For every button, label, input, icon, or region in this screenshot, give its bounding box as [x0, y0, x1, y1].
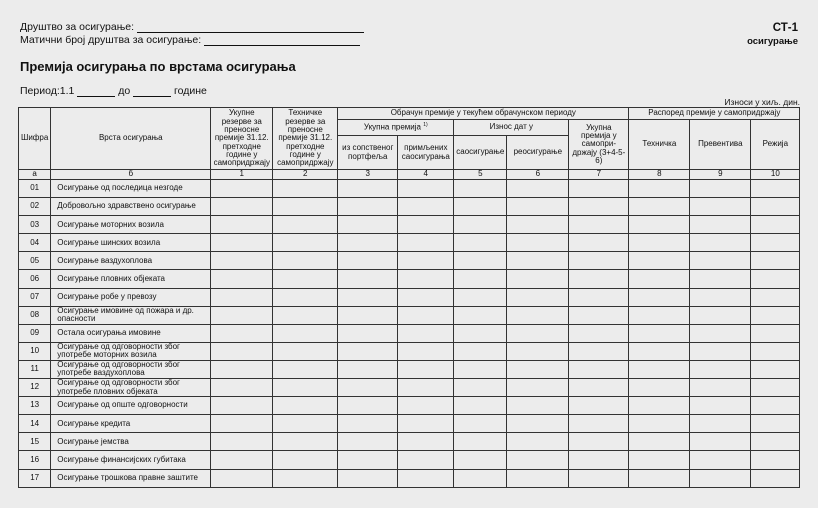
row-code: 06	[19, 270, 51, 288]
table-row	[19, 324, 800, 342]
value-cell[interactable]	[211, 216, 273, 234]
value-cell[interactable]	[507, 342, 569, 360]
value-cell[interactable]	[338, 415, 398, 433]
value-cell[interactable]	[338, 451, 398, 469]
value-cell[interactable]	[338, 360, 398, 378]
table-row	[19, 288, 800, 306]
value-cell[interactable]	[211, 360, 273, 378]
period-line	[20, 85, 207, 97]
value-cell[interactable]	[629, 180, 690, 198]
row-insurance-type: Осигурање робе у превозу	[51, 288, 211, 306]
value-cell[interactable]	[751, 433, 800, 451]
value-cell[interactable]	[507, 270, 569, 288]
row-code: 13	[19, 397, 51, 415]
value-cell[interactable]	[398, 397, 454, 415]
row-insurance-type: Осигурање јемства	[51, 433, 211, 451]
table-row	[19, 198, 800, 216]
value-cell[interactable]	[398, 342, 454, 360]
column-index-cell: 10	[751, 170, 800, 180]
value-cell[interactable]	[690, 252, 751, 270]
value-cell[interactable]	[211, 324, 273, 342]
value-cell[interactable]	[690, 415, 751, 433]
regno-line	[20, 34, 360, 46]
value-cell[interactable]	[569, 270, 629, 288]
value-cell[interactable]	[751, 397, 800, 415]
row-code: 16	[19, 451, 51, 469]
value-cell[interactable]	[751, 198, 800, 216]
column-index-cell: 4	[398, 170, 454, 180]
value-cell[interactable]	[398, 324, 454, 342]
value-cell[interactable]	[751, 324, 800, 342]
value-cell[interactable]	[211, 415, 273, 433]
value-cell[interactable]	[273, 288, 338, 306]
column-index-cell: 7	[569, 170, 629, 180]
value-cell[interactable]	[751, 234, 800, 252]
row-insurance-type: Осигурање пловних објеката	[51, 270, 211, 288]
row-code: 09	[19, 324, 51, 342]
value-cell[interactable]	[569, 252, 629, 270]
row-insurance-type: Осигурање ваздухоплова	[51, 252, 211, 270]
value-cell[interactable]	[690, 180, 751, 198]
row-code: 01	[19, 180, 51, 198]
table-row	[19, 234, 800, 252]
value-cell[interactable]	[454, 360, 507, 378]
row-insurance-type: Осигурање од опште одговорности	[51, 397, 211, 415]
period-mid: до	[118, 85, 131, 97]
value-cell[interactable]	[211, 270, 273, 288]
value-cell[interactable]	[507, 397, 569, 415]
table-row	[19, 216, 800, 234]
value-cell[interactable]	[751, 379, 800, 397]
column-index-cell: 2	[273, 170, 338, 180]
table-row	[19, 306, 800, 324]
table-row	[19, 469, 800, 487]
header-tech-reserve: Техничке резерве за преносне премије 31.12. претходне године у самопридржају	[273, 108, 338, 170]
column-index-cell: 9	[690, 170, 751, 180]
value-cell[interactable]	[338, 180, 398, 198]
row-insurance-type: Осигурање финансијских губитака	[51, 451, 211, 469]
company-label: Друштво за осигурање:	[20, 21, 134, 33]
page-title: Премија осигурања по врстама осигурања	[20, 59, 296, 74]
value-cell[interactable]	[273, 234, 338, 252]
value-cell[interactable]	[211, 306, 273, 324]
value-cell[interactable]	[629, 379, 690, 397]
value-cell[interactable]	[454, 469, 507, 487]
value-cell[interactable]	[629, 198, 690, 216]
header-received-coinsurance: примљених саосигурања	[398, 136, 454, 170]
row-insurance-type: Осигурање кредита	[51, 415, 211, 433]
value-cell[interactable]	[273, 433, 338, 451]
value-cell[interactable]	[338, 342, 398, 360]
value-cell[interactable]	[690, 270, 751, 288]
value-cell[interactable]	[507, 234, 569, 252]
value-cell[interactable]	[338, 306, 398, 324]
value-cell[interactable]	[507, 451, 569, 469]
table-row	[19, 379, 800, 397]
row-insurance-type: Остала осигурања имовине	[51, 324, 211, 342]
period-prefix: Период:1.1	[20, 85, 75, 97]
value-cell[interactable]	[454, 270, 507, 288]
value-cell[interactable]	[751, 216, 800, 234]
header-total-premium-group: Укупна премија $^{1)}$	[338, 120, 454, 136]
value-cell[interactable]	[751, 306, 800, 324]
value-cell[interactable]	[211, 433, 273, 451]
value-cell[interactable]	[454, 433, 507, 451]
value-cell[interactable]	[507, 433, 569, 451]
value-cell[interactable]	[338, 198, 398, 216]
value-cell[interactable]	[690, 198, 751, 216]
header-own-portfolio: из сопственог портфеља	[338, 136, 398, 170]
table-row	[19, 342, 800, 360]
value-cell[interactable]	[507, 198, 569, 216]
value-cell[interactable]	[569, 180, 629, 198]
form-code: СТ-1	[772, 22, 798, 34]
value-cell[interactable]	[398, 379, 454, 397]
value-cell[interactable]	[398, 198, 454, 216]
value-cell[interactable]	[751, 288, 800, 306]
value-cell[interactable]	[507, 469, 569, 487]
value-cell[interactable]	[507, 180, 569, 198]
value-cell[interactable]	[690, 360, 751, 378]
value-cell[interactable]	[273, 198, 338, 216]
value-cell[interactable]	[690, 433, 751, 451]
value-cell[interactable]	[454, 379, 507, 397]
period-from-field[interactable]	[77, 96, 115, 97]
value-cell[interactable]	[454, 415, 507, 433]
row-code: 07	[19, 288, 51, 306]
value-cell[interactable]	[507, 306, 569, 324]
value-cell[interactable]	[454, 342, 507, 360]
value-cell[interactable]	[690, 306, 751, 324]
value-cell[interactable]	[273, 360, 338, 378]
header-technical: Техничка	[629, 120, 690, 170]
value-cell[interactable]	[273, 397, 338, 415]
value-cell[interactable]	[273, 216, 338, 234]
header-reinsurance: реосигурање	[507, 136, 569, 170]
value-cell[interactable]	[629, 397, 690, 415]
table-row	[19, 270, 800, 288]
value-cell[interactable]	[507, 288, 569, 306]
value-cell[interactable]	[398, 288, 454, 306]
column-index-cell: 8	[629, 170, 690, 180]
row-code: 17	[19, 469, 51, 487]
value-cell[interactable]	[398, 234, 454, 252]
value-cell[interactable]	[338, 234, 398, 252]
value-cell[interactable]	[569, 379, 629, 397]
value-cell[interactable]	[751, 180, 800, 198]
value-cell[interactable]	[690, 288, 751, 306]
table-row	[19, 397, 800, 415]
value-cell[interactable]	[273, 306, 338, 324]
header-coinsurance: саосигурање	[454, 136, 507, 170]
table-row	[19, 415, 800, 433]
value-cell[interactable]	[338, 270, 398, 288]
value-cell[interactable]	[211, 198, 273, 216]
value-cell[interactable]	[398, 451, 454, 469]
row-code: 03	[19, 216, 51, 234]
company-line	[20, 21, 364, 33]
value-cell[interactable]	[569, 198, 629, 216]
value-cell[interactable]	[454, 306, 507, 324]
value-cell[interactable]	[211, 469, 273, 487]
value-cell[interactable]	[273, 342, 338, 360]
value-cell[interactable]	[398, 415, 454, 433]
value-cell[interactable]	[629, 415, 690, 433]
value-cell[interactable]	[507, 252, 569, 270]
row-insurance-type: Осигурање од одговорности због употребе моторних возила	[51, 342, 211, 360]
value-cell[interactable]	[454, 234, 507, 252]
value-cell[interactable]	[398, 216, 454, 234]
value-cell[interactable]	[211, 379, 273, 397]
header-insurance-type: Врста осигурања	[51, 108, 211, 170]
row-code: 02	[19, 198, 51, 216]
regno-label: Матични број друштва за осигурање:	[20, 34, 202, 46]
value-cell[interactable]	[629, 451, 690, 469]
value-cell[interactable]	[454, 451, 507, 469]
value-cell[interactable]	[338, 252, 398, 270]
row-insurance-type: Осигурање од одговорности због употребе пловних објеката	[51, 379, 211, 397]
value-cell[interactable]	[751, 270, 800, 288]
value-cell[interactable]	[507, 324, 569, 342]
value-cell[interactable]	[211, 451, 273, 469]
table-row	[19, 252, 800, 270]
value-cell[interactable]	[569, 397, 629, 415]
value-cell[interactable]	[507, 415, 569, 433]
value-cell[interactable]	[338, 379, 398, 397]
value-cell[interactable]	[398, 270, 454, 288]
value-cell[interactable]	[690, 397, 751, 415]
value-cell[interactable]	[690, 216, 751, 234]
row-code: 04	[19, 234, 51, 252]
row-code: 12	[19, 379, 51, 397]
value-cell[interactable]	[690, 469, 751, 487]
table-row	[19, 451, 800, 469]
value-cell[interactable]	[569, 415, 629, 433]
value-cell[interactable]	[273, 270, 338, 288]
value-cell[interactable]	[629, 469, 690, 487]
value-cell[interactable]	[629, 252, 690, 270]
value-cell[interactable]	[569, 288, 629, 306]
value-cell[interactable]	[569, 469, 629, 487]
value-cell[interactable]	[211, 397, 273, 415]
row-insurance-type: Осигурање од одговорности због употребе ваздухоплова	[51, 360, 211, 378]
value-cell[interactable]	[338, 288, 398, 306]
value-cell[interactable]	[690, 451, 751, 469]
value-cell[interactable]	[211, 342, 273, 360]
value-cell[interactable]	[569, 324, 629, 342]
table-row	[19, 180, 800, 198]
table-row	[19, 433, 800, 451]
column-index-cell: б	[51, 170, 211, 180]
value-cell[interactable]	[569, 451, 629, 469]
row-code: 10	[19, 342, 51, 360]
value-cell[interactable]	[751, 360, 800, 378]
value-cell[interactable]	[569, 216, 629, 234]
value-cell[interactable]	[211, 288, 273, 306]
value-cell[interactable]	[454, 216, 507, 234]
value-cell[interactable]	[454, 324, 507, 342]
value-cell[interactable]	[629, 288, 690, 306]
value-cell[interactable]	[273, 379, 338, 397]
value-cell[interactable]	[507, 360, 569, 378]
value-cell[interactable]	[569, 360, 629, 378]
value-cell[interactable]	[454, 198, 507, 216]
value-cell[interactable]	[629, 360, 690, 378]
premium-table	[18, 107, 800, 488]
column-index-cell: 3	[338, 170, 398, 180]
value-cell[interactable]	[273, 252, 338, 270]
value-cell[interactable]	[273, 469, 338, 487]
footnote-marker: 1)	[423, 121, 428, 128]
value-cell[interactable]	[338, 433, 398, 451]
value-cell[interactable]	[454, 288, 507, 306]
value-cell[interactable]	[338, 397, 398, 415]
company-field[interactable]	[137, 32, 364, 33]
value-cell[interactable]	[751, 451, 800, 469]
value-cell[interactable]	[273, 324, 338, 342]
header-amount-given-group: Износ дат у	[454, 120, 569, 136]
value-cell[interactable]	[569, 234, 629, 252]
row-insurance-type: Добровољно здравствено осигурање	[51, 198, 211, 216]
value-cell[interactable]	[629, 270, 690, 288]
value-cell[interactable]	[398, 180, 454, 198]
value-cell[interactable]	[751, 415, 800, 433]
header-preventive: Превентива	[690, 120, 751, 170]
row-insurance-type: Осигурање шинских возила	[51, 234, 211, 252]
column-index-cell: 5	[454, 170, 507, 180]
value-cell[interactable]	[398, 469, 454, 487]
value-cell[interactable]	[751, 469, 800, 487]
value-cell[interactable]	[629, 306, 690, 324]
regno-field[interactable]	[204, 45, 360, 46]
row-insurance-type: Осигурање имовине од пожара и др. опасности	[51, 306, 211, 324]
value-cell[interactable]	[629, 324, 690, 342]
value-cell[interactable]	[629, 342, 690, 360]
value-cell[interactable]	[338, 324, 398, 342]
header-calc-group: Обрачун премије у текућем обрачунском периоду	[338, 108, 629, 120]
value-cell[interactable]	[398, 433, 454, 451]
column-index-row	[19, 170, 800, 180]
value-cell[interactable]	[629, 433, 690, 451]
value-cell[interactable]	[751, 342, 800, 360]
row-code: 15	[19, 433, 51, 451]
value-cell[interactable]	[690, 234, 751, 252]
form-type: осигурање	[747, 36, 798, 47]
row-code: 14	[19, 415, 51, 433]
column-index-cell: 6	[507, 170, 569, 180]
value-cell[interactable]	[690, 342, 751, 360]
value-cell[interactable]	[690, 324, 751, 342]
row-insurance-type: Осигурање трошкова правне заштите	[51, 469, 211, 487]
value-cell[interactable]	[211, 252, 273, 270]
value-cell[interactable]	[454, 180, 507, 198]
header-distribution-group: Распоред премије у самопридржају	[629, 108, 800, 120]
period-to-field[interactable]	[133, 96, 171, 97]
column-index-cell: 1	[211, 170, 273, 180]
value-cell[interactable]	[454, 252, 507, 270]
value-cell[interactable]	[273, 451, 338, 469]
value-cell[interactable]	[569, 306, 629, 324]
value-cell[interactable]	[273, 180, 338, 198]
value-cell[interactable]	[454, 397, 507, 415]
row-code: 05	[19, 252, 51, 270]
value-cell[interactable]	[211, 234, 273, 252]
value-cell[interactable]	[338, 216, 398, 234]
value-cell[interactable]	[338, 469, 398, 487]
value-cell[interactable]	[398, 252, 454, 270]
header-overhead: Режија	[751, 120, 800, 170]
row-code: 11	[19, 360, 51, 378]
value-cell[interactable]	[569, 433, 629, 451]
value-cell[interactable]	[273, 415, 338, 433]
value-cell[interactable]	[629, 234, 690, 252]
value-cell[interactable]	[569, 342, 629, 360]
row-insurance-type: Осигурање моторних возила	[51, 216, 211, 234]
value-cell[interactable]	[629, 216, 690, 234]
value-cell[interactable]	[398, 306, 454, 324]
header-total-self: Укупна премија у самопри-држају (3+4-5-6)	[569, 120, 629, 170]
header-code: Шифра	[19, 108, 51, 170]
value-cell[interactable]	[690, 379, 751, 397]
value-cell[interactable]	[751, 252, 800, 270]
value-cell[interactable]	[507, 379, 569, 397]
period-suffix: године	[174, 85, 207, 97]
row-code: 08	[19, 306, 51, 324]
value-cell[interactable]	[398, 360, 454, 378]
header-total-reserve: Укупне резерве за преносне премије 31.12. претходне године у самопридржају	[211, 108, 273, 170]
value-cell[interactable]	[211, 180, 273, 198]
units-note: Износи у хиљ. дин.	[724, 97, 800, 107]
column-index-cell: а	[19, 170, 51, 180]
value-cell[interactable]	[507, 216, 569, 234]
row-insurance-type: Осигурање од последица незгоде	[51, 180, 211, 198]
table-row	[19, 360, 800, 378]
